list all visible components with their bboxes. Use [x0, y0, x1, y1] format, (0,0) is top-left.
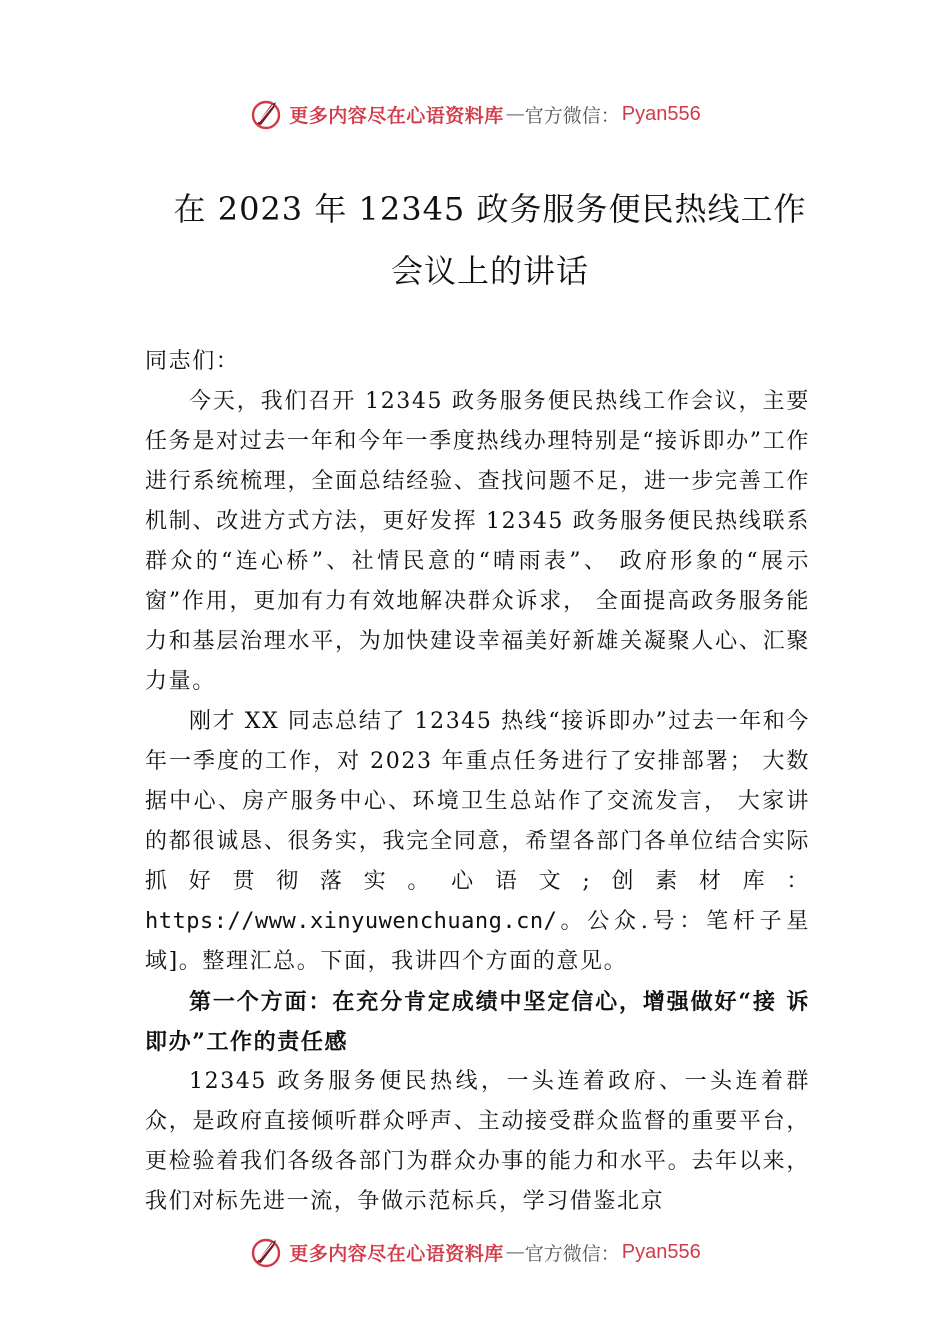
source-url: https://www.xinyuwenchuang.cn/	[145, 909, 558, 934]
document-body	[145, 342, 810, 1222]
watermark-header	[0, 94, 950, 134]
watermark-separator: —	[505, 103, 525, 125]
paragraph-1: 今天，我们召开 12345 政务服务便民热线工作会议，主要任务是对过去一年和今年一季度热线办理特别是“接诉即办”工作进行系统梳理，全面总结经验、查找问题不足，进一步完善工作机制、改进方式方法，更好发挥 12345 政务服务便民热线联系群众的“连心桥”、社情民意的“晴雨表”、 政府形象的“展示窗”作用，更加有力有效地解决群众诉求， 全面提高政务服务能力和基层治理水平，为加快建设幸福美好新雄关凝聚人心、汇聚力量。	[145, 389, 810, 694]
watermark-label: 官方微信：	[524, 104, 620, 127]
watermark-footer	[0, 1232, 950, 1272]
title-line-1: 在 2023 年 12345 政务服务便民热线工作	[173, 190, 807, 228]
watermark-separator: —	[505, 1241, 525, 1263]
paragraph-2	[145, 702, 810, 982]
watermark-label: 官方微信：	[524, 1242, 620, 1265]
watermark-text: 更多内容尽在心语资料库	[289, 1242, 504, 1265]
quill-pen-logo-icon	[249, 97, 283, 131]
watermark-text: 更多内容尽在心语资料库	[289, 104, 504, 127]
paragraph-3: 12345 政务服务便民热线，一头连着政府、一头连着群众，是政府直接倾听群众呼声、主动接受群众监督的重要平台，更检验着我们各级各部门为群众办事的能力和水平。去年以来，我们对标先进一流，争做示范标兵，学习借鉴北京	[145, 1069, 810, 1214]
quill-pen-logo-icon	[249, 1235, 283, 1269]
title-line-2: 会议上的讲话	[390, 252, 589, 290]
section-heading-1: 第一个方面：在充分肯定成绩中坚定信心，增强做好“接 诉即办”工作的责任感	[145, 989, 810, 1055]
watermark-wechat-id: Pyan556	[621, 1240, 701, 1263]
paragraph-2-text: 刚才 XX 同志总结了 12345 热线“接诉即办”过去一年和今年一季度的工作，对 2023 年重点任务进行了安排部署； 大数据中心、房产服务中心、环境卫生总站作了交流发言， 大家讲的都很诚恳、很务实，我完全同意，希望各部门各单位结合实际抓好贯彻落实。心语文;创素材库：	[145, 709, 810, 894]
paragraph-2-tail: 。公众.号：笔杆子星域]。整理汇总。下面，我讲四个方面的意见。	[145, 909, 810, 974]
salutation: 同志们：	[145, 349, 240, 374]
document-title	[145, 178, 835, 302]
watermark-wechat-id: Pyan556	[621, 102, 701, 125]
